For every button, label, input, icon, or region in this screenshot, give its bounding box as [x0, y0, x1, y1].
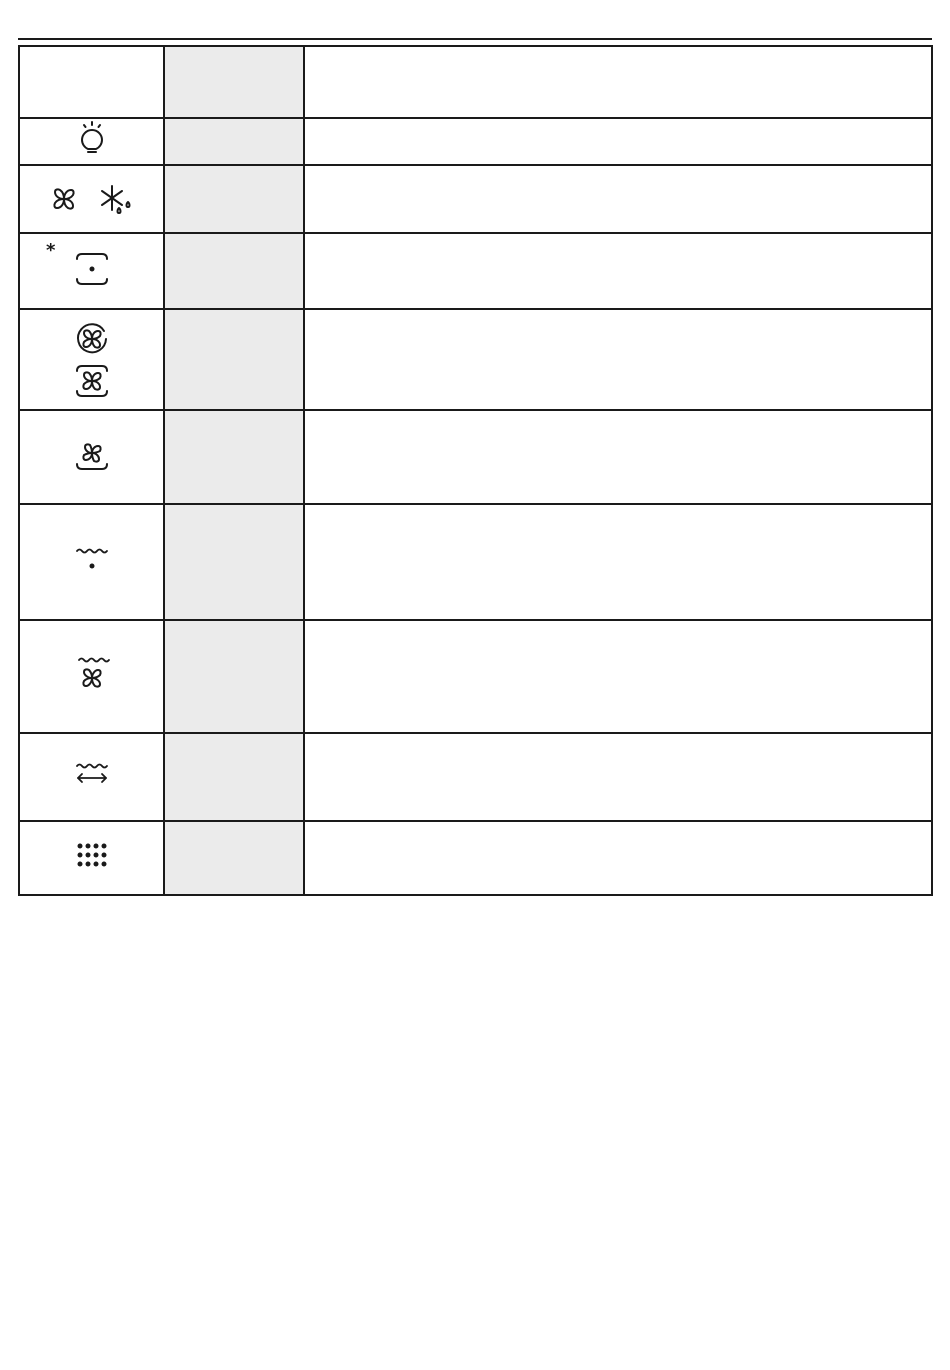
fan-bottom-heat-icon [74, 437, 110, 473]
symbol-cell [19, 821, 164, 895]
function-name-cell [164, 620, 304, 733]
symbol-cell [19, 733, 164, 821]
function-name-cell [164, 233, 304, 309]
symbol-cell [19, 309, 164, 410]
table-row [19, 46, 932, 118]
symbol-cell [19, 233, 164, 309]
grill-icon [72, 545, 112, 575]
table-row [19, 821, 932, 895]
function-name-cell [164, 504, 304, 620]
dot-grid-icon [74, 838, 110, 874]
description-cell [304, 309, 932, 410]
function-name-cell [164, 118, 304, 165]
fan-grill-icon [72, 654, 112, 694]
fan-icon [50, 185, 78, 213]
description-cell [304, 46, 932, 118]
description-cell [304, 733, 932, 821]
description-cell [304, 118, 932, 165]
function-name-cell [164, 410, 304, 504]
table-row [19, 118, 932, 165]
symbol-cell [19, 410, 164, 504]
top-rule [18, 38, 932, 40]
symbol-cell [19, 165, 164, 233]
table-row [19, 504, 932, 620]
function-name-cell [164, 821, 304, 895]
defrost-icon [98, 183, 134, 215]
ring-heater-fan-icon [74, 321, 110, 357]
symbol-cell [19, 46, 164, 118]
table-row [19, 233, 932, 309]
table-row [19, 410, 932, 504]
table-row [19, 733, 932, 821]
top-bottom-heat-icon [72, 249, 112, 289]
table-row [19, 620, 932, 733]
description-cell [304, 821, 932, 895]
symbol-cell [19, 118, 164, 165]
description-cell [304, 620, 932, 733]
description-cell [304, 410, 932, 504]
oven-functions-table [18, 45, 933, 896]
function-name-cell [164, 46, 304, 118]
symbol-cell [19, 620, 164, 733]
description-cell [304, 504, 932, 620]
fan-top-bottom-heat-icon [74, 363, 110, 399]
description-cell [304, 233, 932, 309]
lamp-icon [75, 119, 109, 159]
function-name-cell [164, 309, 304, 410]
function-name-cell [164, 733, 304, 821]
footnote-asterisk: * [46, 240, 56, 261]
table-row [19, 309, 932, 410]
function-name-cell [164, 165, 304, 233]
wide-grill-icon [72, 760, 112, 790]
table-row [19, 165, 932, 233]
symbol-cell [19, 504, 164, 620]
description-cell [304, 165, 932, 233]
